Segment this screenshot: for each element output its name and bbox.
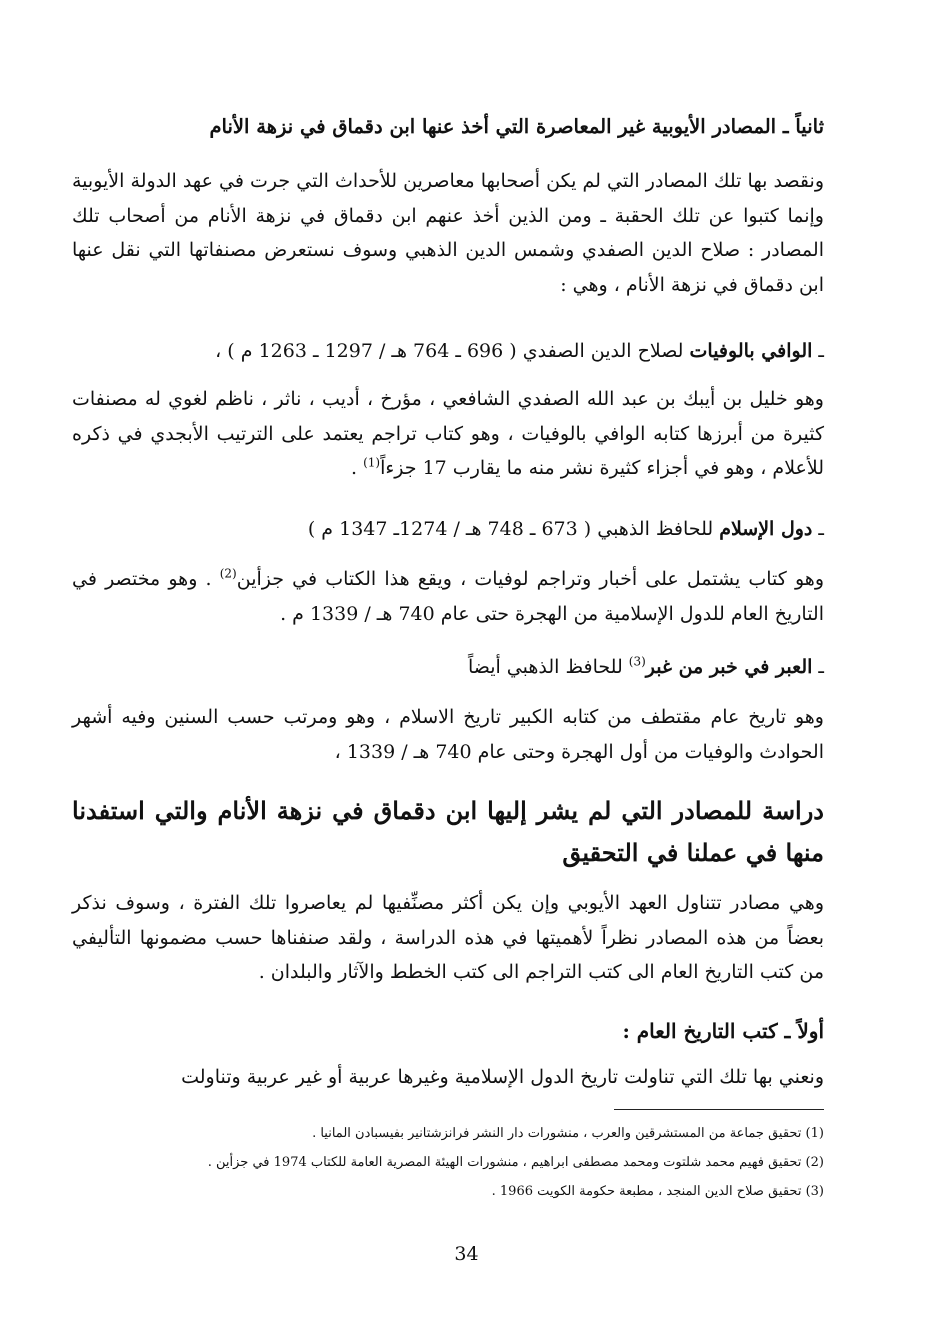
item3-title-line [72,650,824,685]
item3-body: وهو تاريخ عام مقتطف من كتابه الكبير تاريخ الاسلام ، وهو ومرتب حسب السنين وفيه أشهر الحوادث والوفيات من أول الهجرة وحتى عام 740 هـ / 1339 ، [72,706,824,763]
item1-body-end: . [350,457,364,479]
footnote-1: (1) تحقيق جماعة من المستشرقين والعرب ، منشورات دار النشر فرانزشتانير بفيسبادن المانيا . [312,1126,824,1141]
item2-title-line [72,512,824,547]
item2-title: دول الإسلام [719,518,813,540]
item1-rest: لصلاح الدين الصفدي ( 696 ـ 764 هـ / 1297 ـ 1263 م ) ، [215,340,690,362]
footnote-divider [614,1109,824,1110]
section2-heading: ثانياً ـ المصادر الأيوبية غير المعاصرة التي أخذ عنها ابن دقماق في نزهة الأنام [209,115,824,138]
footnote-ref-3: (3) [628,654,646,669]
item1-body [72,382,862,486]
footnote-ref-1: (1) [363,455,381,470]
first-body: ونعني بها تلك التي تناولت تاريخ الدول الإسلامية وغيرها عربية أو غير عربية وتناولت [181,1066,824,1088]
item3-title: العبر في خبر من غبر [645,656,813,678]
item2-body [72,562,862,631]
item2-body-text: وهو كتاب يشتمل على أخبار وتراجم لوفيات ، ويقع هذا الكتاب في جزأين [236,568,825,590]
item2-prefix: ـ [812,518,824,540]
item1-title-line [72,334,824,369]
item1-body-text: وهو خليل بن أيبك بن عبد الله الصفدي الشافعي ، مؤرخ ، أديب ، ناثر ، ناظم لغوي له مصنفات كثيرة من أبرزها كتابه الوافي بالوفيات ، وهو كتاب تراجم يعتمد على الترتيب الأبجدي في ذكره للأعلام ، وهو في أجزاء كثيرة نشر منه ما يقارب 17 جزءاً [72,388,824,479]
page-number: 34 [454,1243,479,1265]
footnote-3: (3) تحقيق صلاح الدين المنجد ، مطبعة حكومة الكويت 1966 . [491,1184,824,1199]
item1-prefix: ـ [812,340,824,362]
study-body: وهي مصادر تتناول العهد الأيوبي وإن يكن أكثر مصنِّفيها لم يعاصروا تلك الفترة ، وسوف نذكر بعضاً من هذه المصادر نظراً لأهميتها في هذه الدراسة ، ولقد صنفناها حسب مضمونها التأليفي من كتب التاريخ العام الى كتب التراجم الى كتب الخطط والآثار والبلدان . [72,892,824,983]
item3-prefix: ـ [812,656,824,678]
section2-intro: ونقصد بها تلك المصادر التي لم يكن أصحابها معاصرين للأحداث التي جرت في عهد الدولة الأيوبية وإنما كتبوا عن تلك الحقبة ـ ومن الذين أخذ عنهم ابن دقماق في نزهة الأنام من أصحاب تلك المصادر : صلاح الدين الصفدي وشمس الدين الذهبي وسوف نستعرض مصنفاتها التي نقل عنها ابن دقماق في نزهة الأنام ، وهي : [72,170,824,296]
footnote-2: (2) تحقيق فهيم محمد شلتوت ومحمد مصطفى ابراهيم ، منشورات الهيئة المصرية العامة للكتاب 1974 في جزأين . [207,1155,824,1170]
study-heading: دراسة للمصادر التي لم يشر إليها ابن دقماق في نزهة الأنام والتي استفدنا منها في عملنا في التحقيق [72,796,824,867]
item3-rest: للحافظ الذهبي أيضاً [467,656,629,678]
first-heading: أولاً ـ كتب التاريخ العام : [622,1019,824,1043]
item2-rest: للحافظ الذهبي ( 673 ـ 748 هـ / 1274ـ 1347 م ) [307,518,720,540]
item2-body-end: . وهو مختصر في التاريخ العام للدول الإسلامية من الهجرة حتى عام 740 هـ / 1339 م . [72,568,824,625]
item1-title: الوافي بالوفيات [689,340,813,362]
footnote-ref-2: (2) [219,566,237,581]
